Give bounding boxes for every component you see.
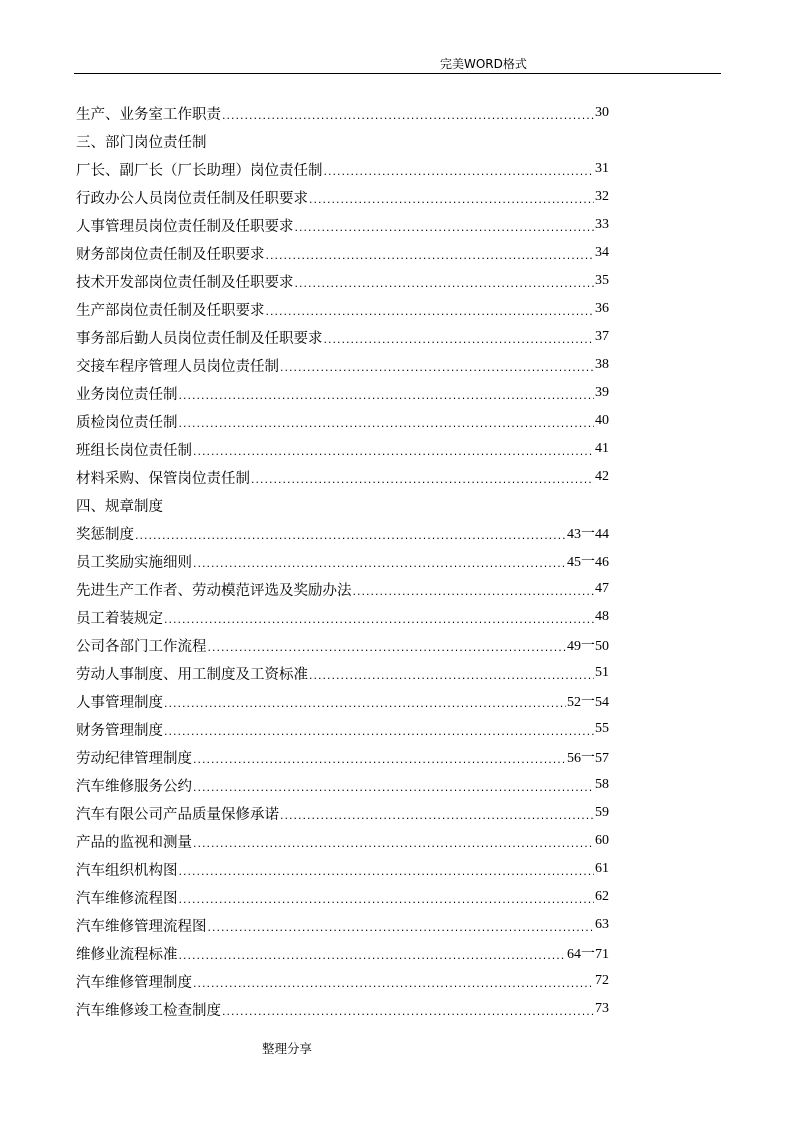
toc-entry-page: 39 <box>595 385 609 400</box>
toc-entry[interactable] <box>76 99 609 127</box>
toc-dot-leader <box>193 557 566 570</box>
toc-entry[interactable] <box>76 911 609 939</box>
toc-dot-leader <box>309 193 594 206</box>
toc-entry-page: 58 <box>595 777 609 792</box>
toc-entry-title: 劳动人事制度、用工制度及工资标准 <box>76 666 308 683</box>
toc-dot-leader <box>266 305 595 318</box>
toc-entry[interactable] <box>76 715 609 743</box>
toc-entry-title: 技术开发部岗位责任制及任职要求 <box>76 274 294 291</box>
toc-dot-leader <box>222 109 594 122</box>
toc-entry-page: 63 <box>595 917 609 932</box>
toc-dot-leader <box>251 473 594 486</box>
toc-dot-leader <box>353 585 595 598</box>
toc-entry-page: 37 <box>595 329 609 344</box>
toc-dot-leader <box>164 613 594 626</box>
toc-entry[interactable] <box>76 883 609 911</box>
toc-entry[interactable] <box>76 631 609 659</box>
toc-entry[interactable] <box>76 799 609 827</box>
toc-dot-leader <box>193 977 594 990</box>
toc-entry-page: 47 <box>595 581 609 596</box>
toc-entry[interactable] <box>76 239 609 267</box>
toc-entry-page: 59 <box>595 805 609 820</box>
toc-entry-page: 30 <box>595 105 609 120</box>
toc-entry-page: 73 <box>595 1001 609 1016</box>
toc-dot-leader <box>222 1005 594 1018</box>
toc-entry-title: 奖惩制度 <box>76 526 134 543</box>
toc-dot-leader <box>179 893 595 906</box>
toc-entry-page: 34 <box>595 245 609 260</box>
toc-entry-title: 汽车维修管理流程图 <box>76 918 207 935</box>
toc-entry-title: 质检岗位责任制 <box>76 414 178 431</box>
toc-entry-title: 财务管理制度 <box>76 722 163 739</box>
toc-dot-leader <box>164 697 566 710</box>
toc-entry-title: 汽车组织机构图 <box>76 862 178 879</box>
page-footer-text: 整理分享 <box>262 1041 313 1056</box>
toc-entry-page: 60 <box>595 833 609 848</box>
toc-entry-page: 55 <box>595 721 609 736</box>
toc-entry-title: 汽车维修竣工检查制度 <box>76 1002 221 1019</box>
toc-dot-leader <box>208 641 567 654</box>
toc-entry[interactable] <box>76 463 609 491</box>
toc-entry[interactable] <box>76 771 609 799</box>
toc-entry-title: 汽车维修服务公约 <box>76 778 192 795</box>
toc-entry-page: 56一57 <box>567 751 609 766</box>
toc-entry-page: 36 <box>595 301 609 316</box>
toc-entry-page: 35 <box>595 273 609 288</box>
toc-entry-title: 汽车有限公司产品质量保修承诺 <box>76 806 279 823</box>
toc-entry-title: 先进生产工作者、劳动模范评选及奖励办法 <box>76 582 352 599</box>
toc-entry[interactable] <box>76 183 609 211</box>
toc-entry-title: 公司各部门工作流程 <box>76 638 207 655</box>
toc-dot-leader <box>164 725 594 738</box>
toc-dot-leader <box>295 277 595 290</box>
toc-entry-title: 业务岗位责任制 <box>76 386 178 403</box>
toc-entry-title: 人事管理员岗位责任制及任职要求 <box>76 218 294 235</box>
toc-entry[interactable] <box>76 827 609 855</box>
toc-entry[interactable] <box>76 603 609 631</box>
toc-dot-leader <box>324 333 595 346</box>
toc-entry-page: 31 <box>595 161 609 176</box>
toc-entry-title: 汽车维修管理制度 <box>76 974 192 991</box>
page-header-title: 完美WORD格式 <box>440 57 527 71</box>
toc-entry-page: 51 <box>595 665 609 680</box>
toc-entry-page: 48 <box>595 609 609 624</box>
toc-dot-leader <box>266 249 595 262</box>
toc-dot-leader <box>179 865 595 878</box>
toc-entry-title: 三、部门岗位责任制 <box>76 134 207 151</box>
toc-entry[interactable] <box>76 211 609 239</box>
toc-entry-title: 劳动纪律管理制度 <box>76 750 192 767</box>
toc-entry-title: 汽车维修流程图 <box>76 890 178 907</box>
toc-entry-page: 52一54 <box>567 695 609 710</box>
toc-entry-title: 员工着装规定 <box>76 610 163 627</box>
toc-entry[interactable] <box>76 939 609 967</box>
table-of-contents <box>76 99 609 1023</box>
toc-dot-leader <box>324 165 595 178</box>
toc-dot-leader <box>179 417 595 430</box>
toc-dot-leader <box>280 361 594 374</box>
toc-entry[interactable] <box>76 519 609 547</box>
toc-entry-page: 45一46 <box>567 555 609 570</box>
toc-entry-title: 财务部岗位责任制及任职要求 <box>76 246 265 263</box>
toc-entry-title: 员工奖励实施细则 <box>76 554 192 571</box>
toc-entry[interactable] <box>76 155 609 183</box>
toc-dot-leader <box>309 669 594 682</box>
toc-entry-page: 62 <box>595 889 609 904</box>
toc-entry-title: 生产部岗位责任制及任职要求 <box>76 302 265 319</box>
toc-entry[interactable] <box>76 687 609 715</box>
toc-entry-title: 产品的监视和测量 <box>76 834 192 851</box>
toc-entry-title: 行政办公人员岗位责任制及任职要求 <box>76 190 308 207</box>
toc-entry[interactable] <box>76 435 609 463</box>
toc-entry-page: 72 <box>595 973 609 988</box>
toc-entry-page: 38 <box>595 357 609 372</box>
toc-entry[interactable] <box>76 267 609 295</box>
header-divider <box>74 73 721 74</box>
toc-entry[interactable] <box>76 295 609 323</box>
toc-entry-page: 61 <box>595 861 609 876</box>
toc-section-heading <box>76 127 609 155</box>
toc-dot-leader <box>179 949 567 962</box>
toc-entry-page: 32 <box>595 189 609 204</box>
toc-entry-title: 人事管理制度 <box>76 694 163 711</box>
toc-entry-title: 班组长岗位责任制 <box>76 442 192 459</box>
toc-dot-leader <box>193 837 594 850</box>
toc-entry-page: 43一44 <box>567 527 609 542</box>
toc-dot-leader <box>193 445 594 458</box>
toc-entry[interactable] <box>76 323 609 351</box>
toc-entry-page: 33 <box>595 217 609 232</box>
toc-entry-page: 42 <box>595 469 609 484</box>
toc-entry-title: 生产、业务室工作职责 <box>76 106 221 123</box>
toc-dot-leader <box>280 809 594 822</box>
toc-dot-leader <box>295 221 595 234</box>
toc-entry[interactable] <box>76 967 609 995</box>
toc-entry-title: 事务部后勤人员岗位责任制及任职要求 <box>76 330 323 347</box>
toc-entry[interactable] <box>76 575 609 603</box>
toc-entry-title: 维修业流程标准 <box>76 946 178 963</box>
toc-dot-leader <box>208 921 595 934</box>
toc-entry[interactable] <box>76 659 609 687</box>
toc-entry[interactable] <box>76 379 609 407</box>
toc-dot-leader <box>135 529 566 542</box>
toc-dot-leader <box>193 753 566 766</box>
toc-entry[interactable] <box>76 855 609 883</box>
toc-entry-title: 厂长、副厂长（厂长助理）岗位责任制 <box>76 162 323 179</box>
toc-entry[interactable] <box>76 407 609 435</box>
toc-entry-page: 40 <box>595 413 609 428</box>
toc-entry[interactable] <box>76 995 609 1023</box>
toc-entry-title: 交接车程序管理人员岗位责任制 <box>76 358 279 375</box>
toc-entry-page: 41 <box>595 441 609 456</box>
toc-section-heading <box>76 491 609 519</box>
toc-entry[interactable] <box>76 351 609 379</box>
toc-entry-page: 49一50 <box>567 639 609 654</box>
toc-dot-leader <box>193 781 594 794</box>
toc-dot-leader <box>179 389 595 402</box>
toc-entry[interactable] <box>76 547 609 575</box>
toc-entry[interactable] <box>76 743 609 771</box>
toc-entry-title: 四、规章制度 <box>76 498 163 515</box>
toc-entry-title: 材料采购、保管岗位责任制 <box>76 470 250 487</box>
toc-entry-page: 64一71 <box>567 947 609 962</box>
